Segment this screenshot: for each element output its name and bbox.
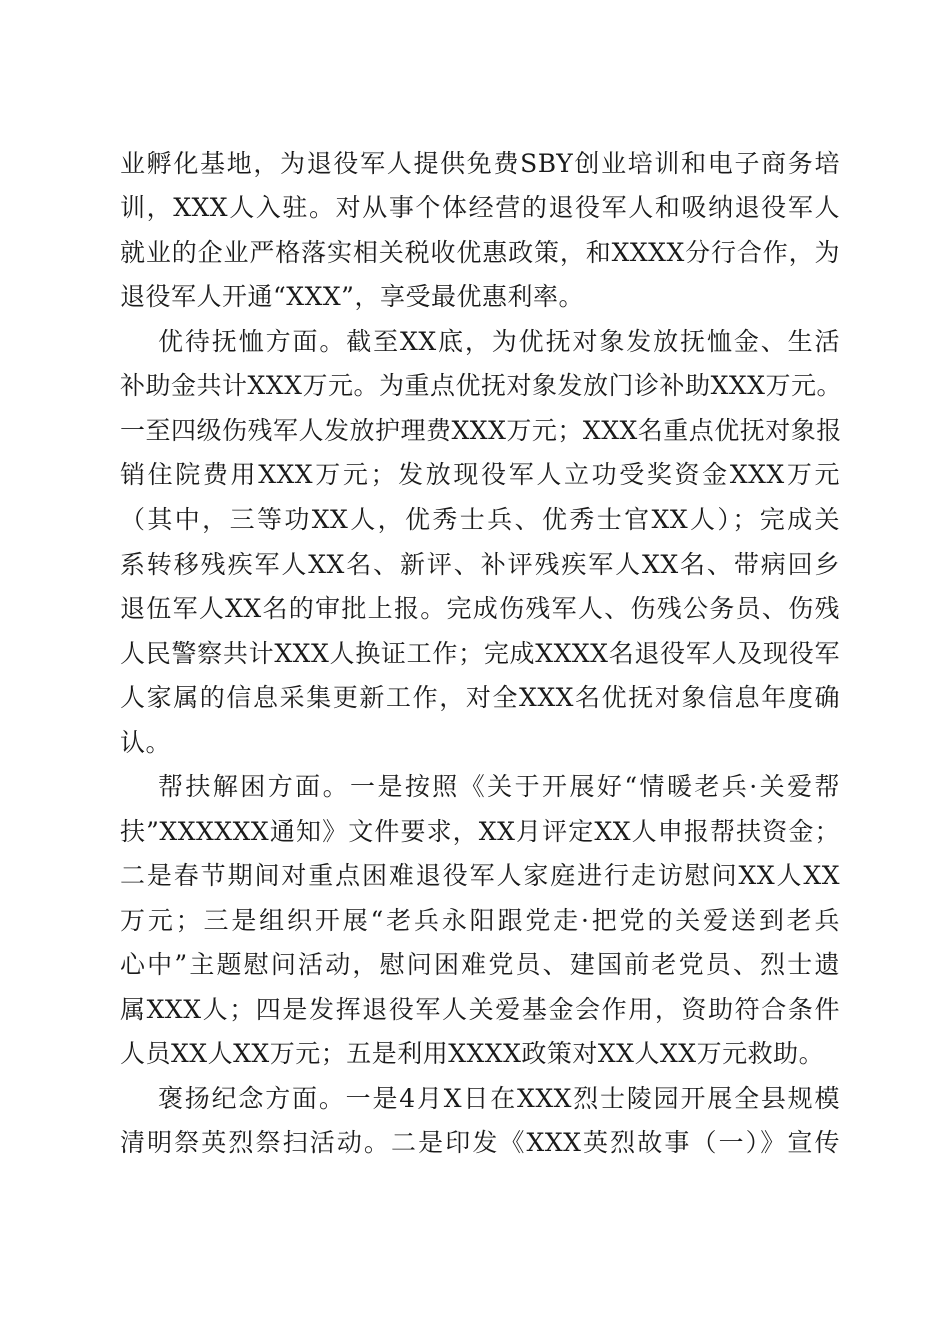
text-line: 退役军人开通“XXX”，享受最优惠利率。	[120, 282, 584, 311]
text-line: 心中”主题慰问活动，慰问困难党员、建国前老党员、烈士遗	[120, 950, 840, 979]
text-line: （其中，三等功XX人，优秀士兵、优秀士官XX人）；完成关	[120, 505, 840, 534]
text-line: 训，XXX人入驻。对从事个体经营的退役军人和吸纳退役军人	[120, 193, 840, 222]
text-line: 补助金共计XXX万元。为重点优抚对象发放门诊补助XXX万元。	[120, 371, 842, 400]
text-line: 业孵化基地，为退役军人提供免费SBY创业培训和电子商务培	[120, 149, 840, 178]
paragraph-first-line: 褒扬纪念方面。一是4月X日在XXX烈士陵园开展全县规模	[158, 1084, 840, 1113]
text-line: 扶”XXXXXX通知》文件要求，XX月评定XX人申报帮扶资金；	[120, 817, 840, 846]
text-line: 人家属的信息采集更新工作，对全XXX名优抚对象信息年度确	[120, 683, 840, 712]
text-line: 清明祭英烈祭扫活动。二是印发《XXX英烈故事（一）》宣传	[120, 1128, 840, 1157]
text-line: 系转移残疾军人XX名、新评、补评残疾军人XX名、带病回乡	[120, 550, 840, 579]
paragraph-first-line: 帮扶解困方面。一是按照《关于开展好“情暖老兵·关爱帮	[158, 772, 840, 801]
text-line: 就业的企业严格落实相关税收优惠政策，和XXXX分行合作，为	[120, 238, 840, 267]
text-line: 人员XX人XX万元；五是利用XXXX政策对XX人XX万元救助。	[120, 1039, 825, 1068]
text-line: 二是春节期间对重点困难退役军人家庭进行走访慰问XX人XX	[120, 861, 840, 890]
text-line: 万元；三是组织开展“老兵永阳跟党走·把党的关爱送到老兵	[120, 906, 840, 935]
text-line: 人民警察共计XXX人换证工作；完成XXXX名退役军人及现役军	[120, 639, 840, 668]
text-line: 退伍军人XX名的审批上报。完成伤残军人、伤残公务员、伤残	[120, 594, 840, 623]
text-line: 认。	[120, 728, 172, 757]
text-line: 属XXX人；四是发挥退役军人关爱基金会作用，资助符合条件	[120, 995, 840, 1024]
text-line: 销住院费用XXX万元；发放现役军人立功受奖资金XXX万元	[120, 460, 840, 489]
paragraph-first-line: 优待抚恤方面。截至XX底，为优抚对象发放抚恤金、生活	[158, 327, 840, 356]
text-line: 一至四级伤残军人发放护理费XXX万元；XXX名重点优抚对象报	[120, 416, 842, 445]
